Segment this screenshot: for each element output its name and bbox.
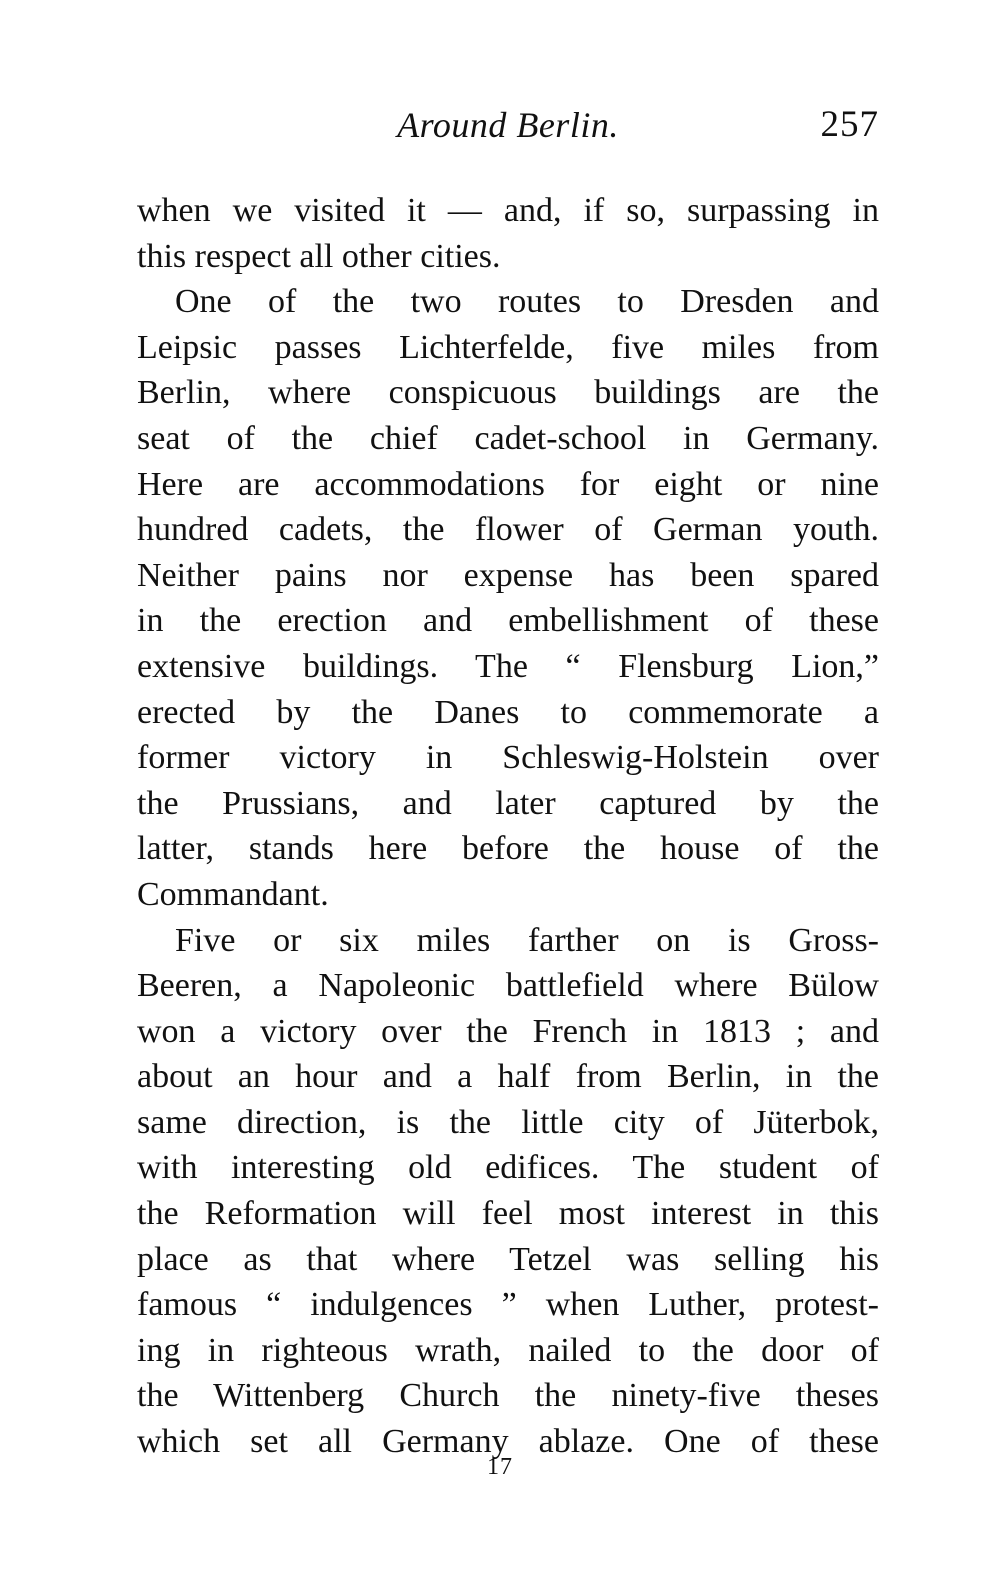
text-line: famous “ indulgences ” when Luther, protest- [137, 1286, 879, 1324]
text-line: the Wittenberg Church the ninety-five theses [137, 1377, 879, 1415]
text-line: when we visited it — and, if so, surpassing in [137, 192, 879, 229]
text-line: seat of the chief cadet-school in Germany. [137, 419, 879, 457]
text-line: Leipsic passes Lichterfelde, five miles from [137, 328, 879, 366]
running-head-title: Around Berlin. [397, 105, 619, 145]
text-line: with interesting old edifices. The student of [137, 1149, 879, 1187]
text-line: won a victory over the French in 1813 ; and [137, 1012, 879, 1050]
text-line: this respect all other cities. [137, 237, 501, 275]
text-line: which set all Germany ablaze. One of these [137, 1423, 879, 1461]
body-text [137, 188, 879, 1465]
text-line: hundred cadets, the flower of German youth. [137, 511, 879, 549]
paragraph-first-line: One of the two routes to Dresden and [175, 283, 879, 321]
text-line: place as that where Tetzel was selling his [137, 1240, 879, 1278]
text-line: extensive buildings. The “ Flensburg Lion,” [137, 647, 879, 685]
text-line: the Prussians, and later captured by the [137, 784, 879, 822]
text-line: Berlin, where conspicuous buildings are the [137, 374, 879, 412]
text-line: former victory in Schleswig-Holstein over [137, 739, 879, 777]
paragraph-first-line: Five or six miles farther on is Gross- [175, 921, 879, 959]
text-line: Beeren, a Napoleonic battlefield where Bülow [137, 967, 879, 1005]
text-line: latter, stands here before the house of the [137, 830, 879, 868]
text-line: same direction, is the little city of Jüterbok, [137, 1103, 879, 1141]
running-head [137, 100, 879, 150]
text-line: erected by the Danes to commemorate a [137, 693, 879, 731]
text-line: about an hour and a half from Berlin, in the [137, 1058, 879, 1096]
page-number: 257 [820, 104, 879, 145]
text-line: Here are accommodations for eight or nine [137, 465, 879, 503]
text-line: ing in righteous wrath, nailed to the door of [137, 1331, 879, 1369]
text-line: in the erection and embellishment of these [137, 602, 879, 640]
signature-mark: 17 [487, 1454, 513, 1480]
text-line: Neither pains nor expense has been spared [137, 556, 879, 594]
text-line: the Reformation will feel most interest in this [137, 1195, 879, 1233]
text-line: Commandant. [137, 875, 329, 913]
